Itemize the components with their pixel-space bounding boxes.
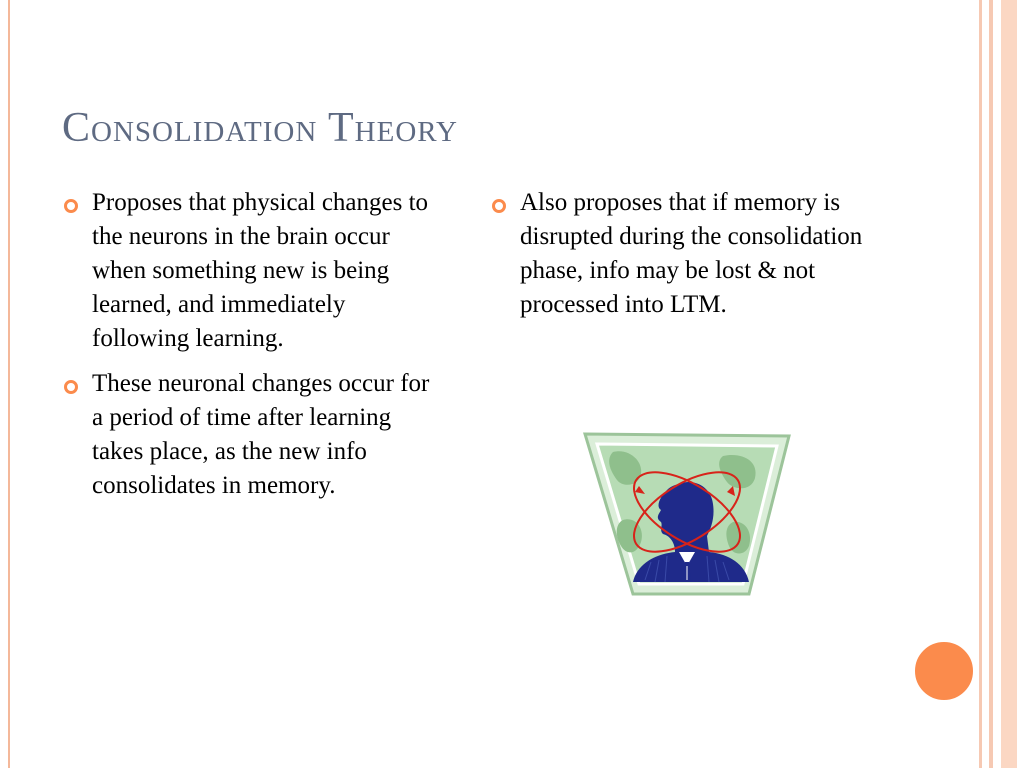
bullet-icon [64,199,78,213]
slide-title: Consolidation Theory [62,105,458,151]
bullet-icon [64,380,78,394]
bullet-item [62,367,442,503]
left-border-line [8,0,10,768]
bullet-text: Proposes that physical changes to the neurons in the brain occur when something new is being learned, and immediately following learning. [92,189,429,352]
decorative-stripes [979,0,1024,768]
bullet-icon [492,199,506,213]
bullet-text: These neuronal changes occur for a period of time after learning takes place, as the new info consolidates in memory. [92,370,430,499]
thinking-head-clipart [583,430,791,598]
bullet-text: Also proposes that if memory is disrupted during the consolidation phase, info may be lost & not processed into LTM. [520,189,863,318]
bullet-item [490,186,870,322]
left-column [62,186,442,514]
bullet-item [62,186,442,356]
decorative-orange-circle [913,640,975,702]
right-column [490,186,870,333]
